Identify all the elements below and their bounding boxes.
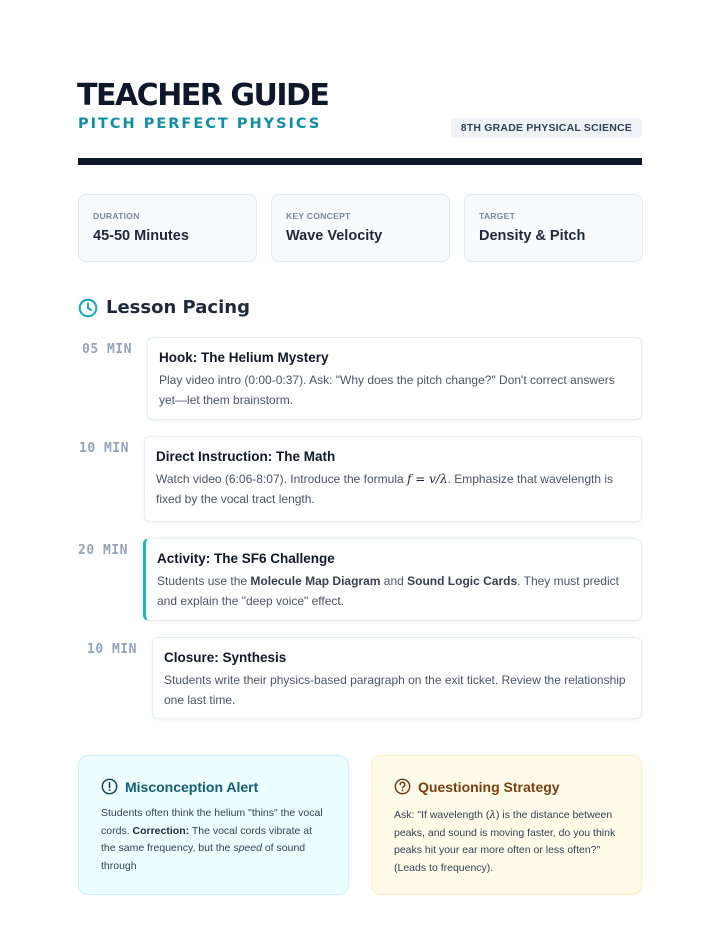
pace-time: 10 MIN bbox=[87, 642, 137, 657]
pace-body: Play video intro (0:00-0:37). Ask: "Why does the pitch change?" Don't correct answers yet—let them brainstorm. bbox=[159, 373, 615, 407]
pace-title: Activity: The SF6 Challenge bbox=[157, 551, 335, 566]
stat-label: KEY CONCEPT bbox=[286, 211, 351, 221]
pace-title: Direct Instruction: The Math bbox=[156, 449, 336, 464]
clock-icon bbox=[78, 298, 98, 318]
pace-time: 20 MIN bbox=[78, 543, 128, 558]
box-body bbox=[394, 807, 619, 877]
pace-body-text: Students use the bbox=[157, 574, 251, 588]
box-title: Questioning Strategy bbox=[418, 778, 560, 795]
pace-body-text: . Emphasize that wavelength is fixed by the vocal tract length. bbox=[156, 472, 613, 506]
pace-card-direct-instruction bbox=[144, 436, 642, 522]
alert-circle-icon bbox=[101, 778, 118, 795]
emphasis-text: speed bbox=[233, 842, 262, 854]
resource-name: Molecule Map Diagram bbox=[250, 574, 381, 588]
pace-body-text: . They must predict and explain the "deep voice" effect. bbox=[157, 574, 619, 608]
pace-body-text: Watch video (6:06-8:07). Introduce the formula bbox=[156, 472, 408, 486]
pace-card-hook bbox=[147, 337, 642, 420]
lambda-symbol: λ bbox=[489, 809, 497, 821]
pace-title: Hook: The Helium Mystery bbox=[159, 350, 329, 365]
pace-title: Closure: Synthesis bbox=[164, 650, 287, 665]
pace-card-activity bbox=[143, 538, 642, 621]
question-circle-icon bbox=[394, 778, 411, 795]
box-text: Ask: "If wavelength ( bbox=[394, 809, 490, 821]
questioning-strategy-box bbox=[371, 755, 642, 895]
stat-label: DURATION bbox=[93, 211, 140, 221]
pace-body bbox=[156, 469, 629, 509]
stat-card-target bbox=[464, 194, 643, 262]
section-title: Lesson Pacing bbox=[106, 297, 250, 318]
box-body bbox=[101, 805, 326, 875]
box-text: ) is the distance between peaks, and sound is moving faster, do you think peaks hit your ear more often or less often?" (Leads to frequency). bbox=[394, 809, 616, 874]
box-header bbox=[101, 778, 326, 795]
stat-card-duration bbox=[78, 194, 257, 262]
pace-time: 10 MIN bbox=[79, 441, 129, 456]
grade-badge: 8TH GRADE PHYSICAL SCIENCE bbox=[451, 118, 642, 138]
stat-card-key-concept bbox=[271, 194, 450, 262]
box-text: Students often think the helium "thins" the vocal cords. bbox=[101, 807, 323, 837]
stat-value: 45-50 Minutes bbox=[93, 228, 189, 244]
page-subtitle: PITCH PERFECT PHYSICS bbox=[78, 116, 322, 132]
formula: f = v/λ bbox=[407, 472, 448, 486]
correction-label: Correction: bbox=[132, 824, 190, 837]
pace-body-text: and bbox=[380, 574, 408, 588]
box-text: The vocal cords vibrate at the same frequency, but the bbox=[101, 824, 313, 854]
box-title: Misconception Alert bbox=[125, 778, 259, 795]
header-divider bbox=[78, 158, 642, 165]
resource-name: Sound Logic Cards bbox=[407, 574, 518, 588]
pace-card-closure bbox=[152, 637, 642, 719]
lesson-pacing-heading bbox=[78, 297, 250, 318]
pace-body: Students write their physics-based paragraph on the exit ticket. Review the relationship one last time. bbox=[164, 673, 626, 707]
stat-value: Wave Velocity bbox=[286, 228, 383, 244]
stat-label: TARGET bbox=[479, 211, 516, 221]
box-header bbox=[394, 778, 619, 795]
misconception-alert-box bbox=[78, 755, 349, 895]
page-title: TEACHER GUIDE bbox=[77, 78, 329, 113]
pace-time: 05 MIN bbox=[82, 342, 132, 357]
box-text: of sound through bbox=[101, 842, 306, 872]
stat-value: Density & Pitch bbox=[479, 228, 586, 244]
pace-body bbox=[157, 571, 629, 611]
